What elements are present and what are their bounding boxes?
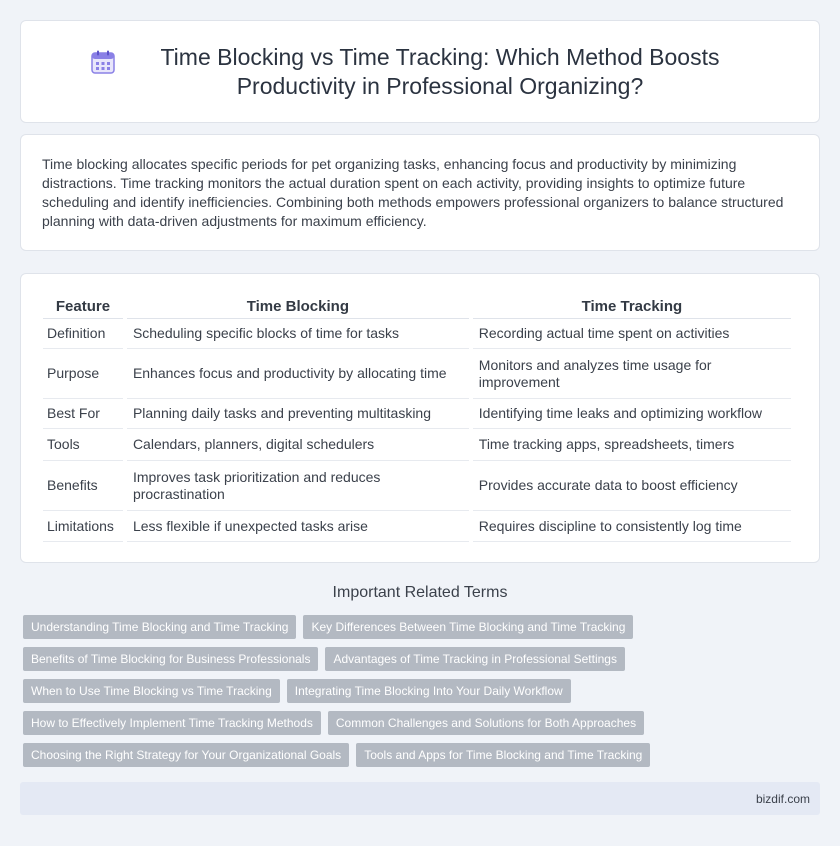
time-blocking-cell: Calendars, planners, digital schedulers	[127, 429, 469, 461]
related-term-link[interactable]: Integrating Time Blocking Into Your Daily Workflow	[287, 679, 571, 703]
comparison-table-card	[20, 273, 820, 563]
table-row	[43, 429, 791, 461]
time-tracking-cell: Monitors and analyzes time usage for improvement	[473, 349, 791, 399]
time-blocking-cell: Improves task prioritization and reduces procrastination	[127, 461, 469, 511]
related-term-link[interactable]: Understanding Time Blocking and Time Tracking	[23, 615, 296, 639]
time-tracking-cell: Provides accurate data to boost efficiency	[473, 461, 791, 511]
column-header-time-blocking: Time Blocking	[127, 294, 469, 319]
time-tracking-cell: Identifying time leaks and optimizing workflow	[473, 399, 791, 429]
intro-paragraph: Time blocking allocates specific periods for pet organizing tasks, enhancing focus and productivity by minimizing distractions. Time tracking monitors the actual duration spent on each activity, providing insights to optimize future scheduling and identify inefficiencies. Combining both methods empowers professional organizers to balance structured planning with data-driven adjustments for maximum efficiency.	[42, 156, 784, 229]
time-blocking-cell: Planning daily tasks and preventing multitasking	[127, 399, 469, 429]
table-row	[43, 399, 791, 429]
feature-cell: Definition	[43, 319, 123, 349]
table-row	[43, 461, 791, 511]
table-row	[43, 349, 791, 399]
table-header-row	[43, 294, 791, 319]
column-header-feature: Feature	[43, 294, 123, 319]
feature-cell: Limitations	[43, 511, 123, 542]
time-blocking-cell: Enhances focus and productivity by allocating time	[127, 349, 469, 399]
related-term-link[interactable]: Advantages of Time Tracking in Professional Settings	[325, 647, 624, 671]
related-terms-heading: Important Related Terms	[332, 584, 508, 601]
related-term-link[interactable]: Tools and Apps for Time Blocking and Time Tracking	[356, 743, 650, 767]
related-term-link[interactable]: Common Challenges and Solutions for Both Approaches	[328, 711, 644, 735]
related-term-link[interactable]: How to Effectively Implement Time Tracking Methods	[23, 711, 321, 735]
feature-cell: Best For	[43, 399, 123, 429]
time-tracking-cell: Recording actual time spent on activities	[473, 319, 791, 349]
related-term-link[interactable]: When to Use Time Blocking vs Time Tracking	[23, 679, 280, 703]
calendar-icon	[90, 49, 116, 75]
time-blocking-cell: Less flexible if unexpected tasks arise	[127, 511, 469, 542]
feature-cell: Tools	[43, 429, 123, 461]
feature-cell: Benefits	[43, 461, 123, 511]
table-row	[43, 511, 791, 542]
related-term-link[interactable]: Key Differences Between Time Blocking and Time Tracking	[303, 615, 633, 639]
feature-cell: Purpose	[43, 349, 123, 399]
site-name[interactable]: bizdif.com	[755, 792, 810, 806]
title-card	[20, 20, 820, 123]
page-title: Time Blocking vs Time Tracking: Which Method Boosts Productivity in Professional Organizing?	[160, 43, 720, 99]
time-tracking-cell: Time tracking apps, spreadsheets, timers	[473, 429, 791, 461]
column-header-time-tracking: Time Tracking	[473, 294, 791, 319]
table-row	[43, 319, 791, 349]
related-term-link[interactable]: Choosing the Right Strategy for Your Organizational Goals	[23, 743, 349, 767]
time-blocking-cell: Scheduling specific blocks of time for tasks	[127, 319, 469, 349]
related-term-link[interactable]: Benefits of Time Blocking for Business Professionals	[23, 647, 318, 671]
footer	[20, 782, 820, 815]
comparison-table	[39, 294, 795, 542]
related-terms-list	[23, 615, 823, 775]
time-tracking-cell: Requires discipline to consistently log time	[473, 511, 791, 542]
intro-card	[20, 134, 820, 251]
